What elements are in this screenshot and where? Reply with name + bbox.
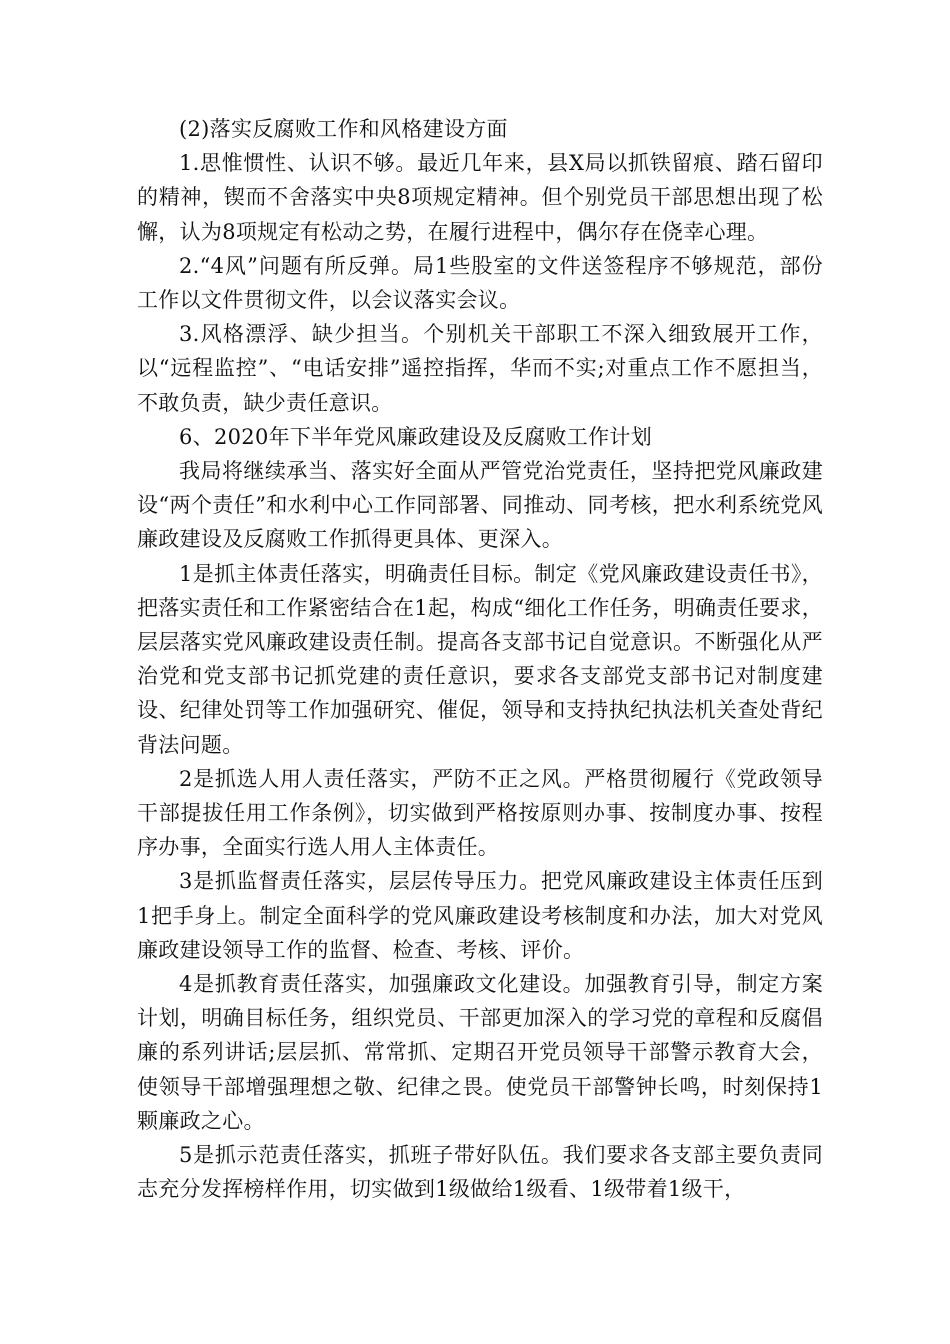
paragraph-item-2-four-winds: 2.“4风”问题有所反弹。局1些股室的文件送签程序不够规范，部份工作以文件贯彻文件，以会议落实会议。 bbox=[137, 253, 823, 313]
paragraph-item-1-thinking-inertia: 1.思惟惯性、认识不够。最近几年来，县X局以抓铁留痕、踏石留印的精神，锲而不舍落实中央8项规定精神。但个别党员干部思想出现了松懈，认为8项规定有松动之势，在履行进程中，偶尔存在侥幸心理。 bbox=[137, 151, 823, 244]
paragraph-plan-2-personnel-selection: 2是抓选人用人责任落实，严防不正之风。严格贯彻履行《党政领导干部提拔任用工作条例》，切实做到严格按原则办事、按制度办事、按程序办事，全面实行选人用人主体责任。 bbox=[137, 766, 823, 860]
section-heading-2020-plan: 6、2020年下半年党风廉政建设及反腐败工作计划 bbox=[179, 424, 653, 449]
paragraph-plan-4-education: 4是抓教育责任落实，加强廉政文化建设。加强教育引导，制定方案计划，明确目标任务，组织党员、干部更加深入的学习党的章程和反腐倡廉的系列讲话;层层抓、常常抓、定期召开党员领导干部警示教育大会，使领导干部增强理想之敬、纪律之畏。使党员干部警钟长鸣，时刻保持1颗廉政之心。 bbox=[137, 972, 823, 1133]
paragraph-plan-3-supervision: 3是抓监督责任落实，层层传导压力。把党风廉政建设主体责任压到1把手身上。制定全面科学的党风廉政建设考核制度和办法，加大对党风廉政建设领导工作的监督、检查、考核、评价。 bbox=[137, 869, 823, 962]
section-heading-anticorruption-style: (2)落实反腐败工作和风格建设方面 bbox=[179, 117, 508, 141]
paragraph-plan-5-demonstration: 5是抓示范责任落实，抓班子带好队伍。我们要求各支部主要负责同志充分发挥榜样作用，切实做到1级做给1级看、1级带着1级干， bbox=[137, 1143, 823, 1202]
paragraph-item-3-work-style: 3.风格漂浮、缺少担当。个别机关干部职工不深入细致展开工作，以“远程监控”、“电话安排”遥控指挥，华而不实;对重点工作不愿担当，不敢负责，缺少责任意识。 bbox=[137, 322, 823, 415]
document-body bbox=[137, 112, 823, 1207]
paragraph-plan-1-main-responsibility: 1是抓主体责任落实，明确责任目标。制定《党风廉政建设责任书》，把落实责任和工作紧密结合在1起，构成“细化工作任务，明确责任要求，层层落实党风廉政建设责任制。提高各支部书记自觉意识。不断强化从严治党和党支部书记抓党建的责任意识，要求各支部党支部书记对制度建设、纪律处罚等工作加强研究、催促，领导和支持执纪执法机关查处背纪背法问题。 bbox=[137, 561, 823, 757]
paragraph-plan-intro: 我局将继续承当、落实好全面从严管党治党责任，坚持把党风廉政建设“两个责任”和水利中心工作同部署、同推动、同考核，把水利系统党风廉政建设及反腐败工作抓得更具体、更深入。 bbox=[137, 459, 823, 552]
